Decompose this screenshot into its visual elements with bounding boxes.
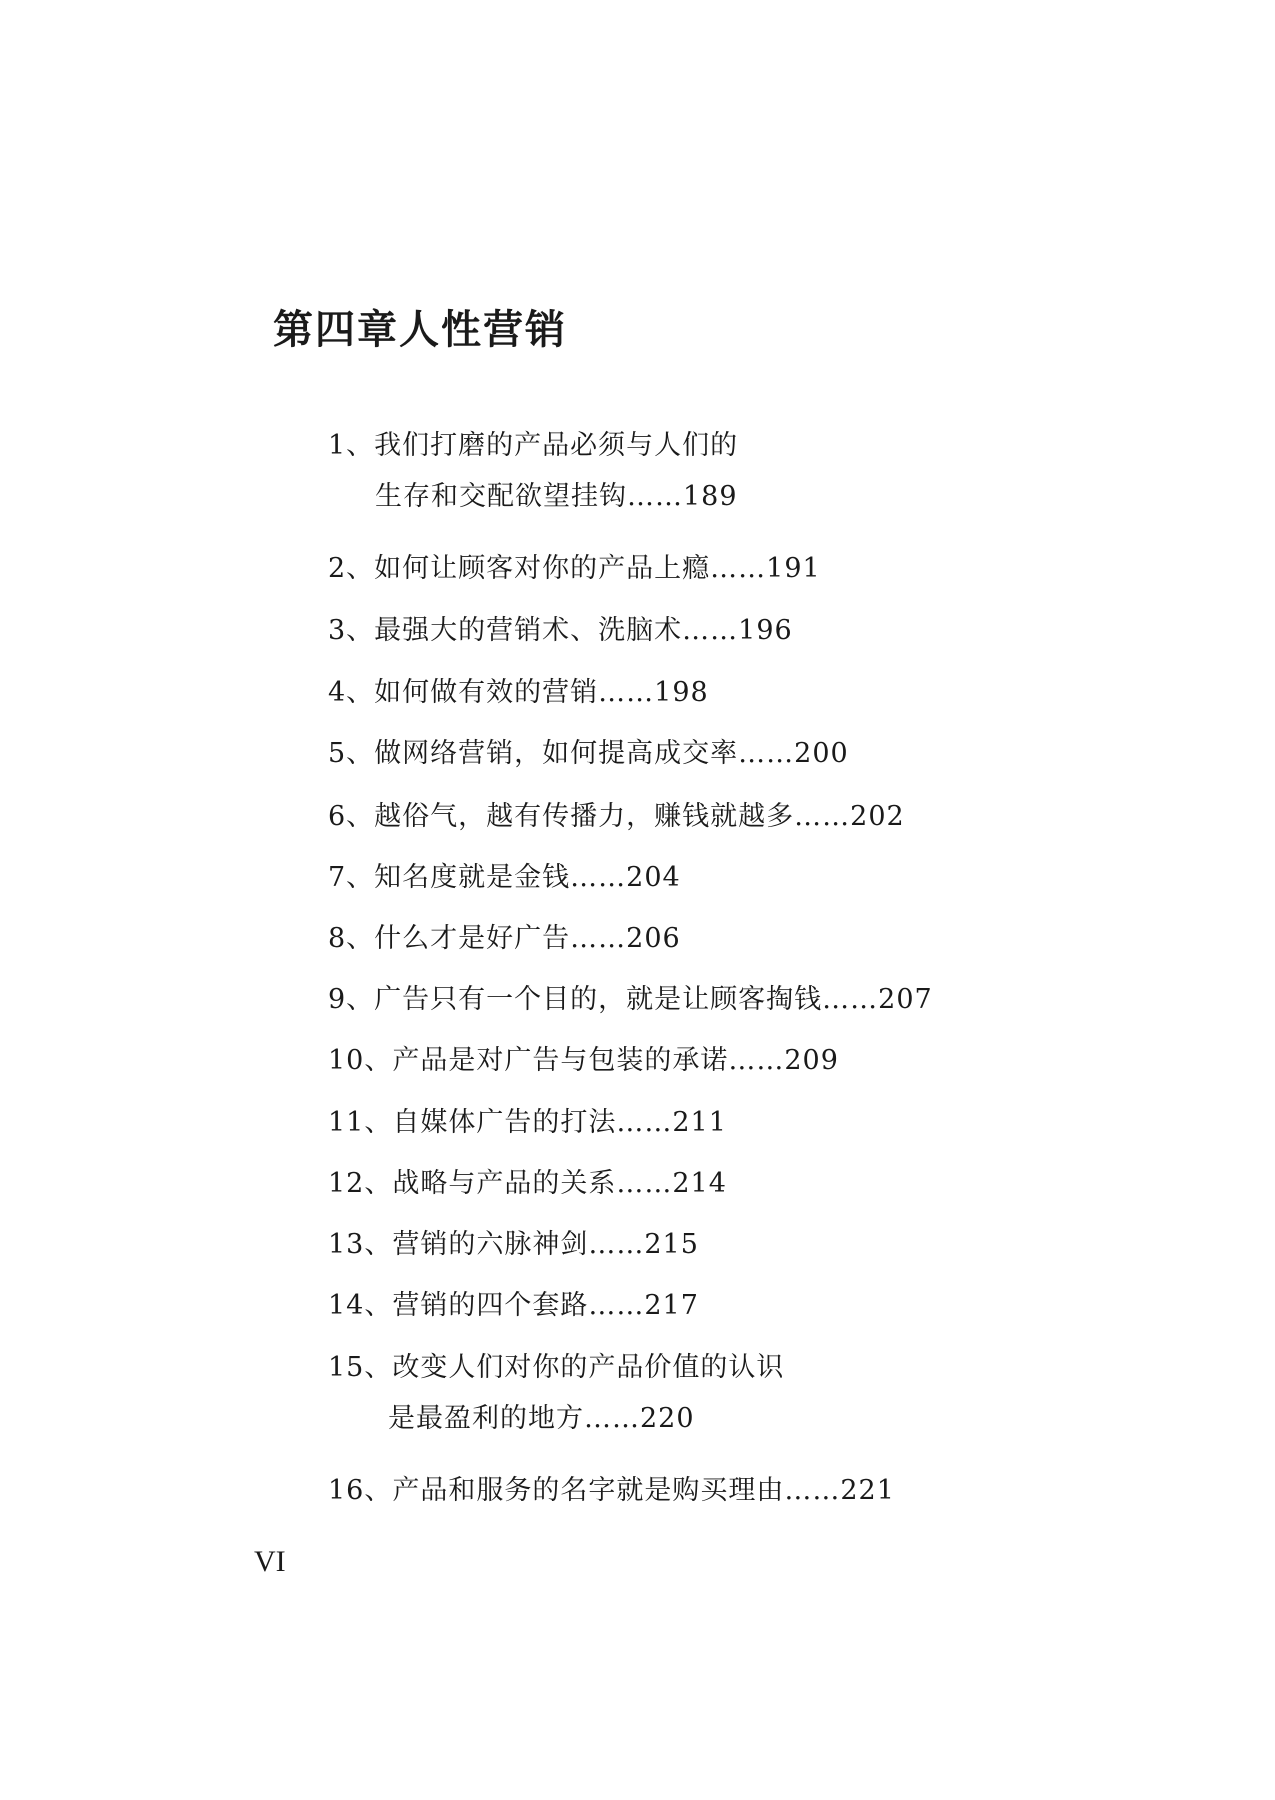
- toc-entry-title: 11、自媒体广告的打法……211: [328, 1107, 727, 1138]
- toc-entry: [328, 549, 821, 589]
- toc-entry: [328, 1471, 895, 1511]
- toc-entry-title: 16、产品和服务的名字就是购买理由……221: [328, 1475, 895, 1506]
- toc-entry: [328, 1103, 727, 1143]
- toc-entry: [328, 797, 905, 837]
- toc-entry-title: 8、什么才是好广告……206: [328, 923, 681, 954]
- toc-entry-continuation: 生存和交配欲望挂钩……189: [375, 481, 738, 512]
- toc-entry-title: 10、产品是对广告与包装的承诺……209: [328, 1045, 839, 1076]
- toc-entry-continuation: 是最盈利的地方……220: [388, 1403, 695, 1434]
- toc-entry-title: 2、如何让顾客对你的产品上瘾……191: [328, 553, 821, 584]
- toc-entry: [328, 858, 681, 898]
- toc-entry-title: 1、我们打磨的产品必须与人们的: [328, 430, 739, 461]
- toc-entry-title: 15、改变人们对你的产品价值的认识: [328, 1352, 785, 1383]
- chapter-title: 第四章人性营销: [273, 307, 567, 353]
- toc-entry-title: 14、营销的四个套路……217: [328, 1290, 699, 1321]
- toc-entry: [328, 1041, 839, 1081]
- toc-entry-title: 7、知名度就是金钱……204: [328, 862, 681, 893]
- toc-entry-title: 3、最强大的营销术、洗脑术……196: [328, 615, 793, 646]
- toc-entry: [328, 673, 709, 713]
- toc-entry: [328, 611, 793, 651]
- toc-entry-title: 13、营销的六脉神剑……215: [328, 1229, 699, 1260]
- toc-entry: [328, 1286, 699, 1326]
- toc-entry-title: 6、越俗气，越有传播力，赚钱就越多……202: [328, 801, 905, 832]
- toc-entry: [328, 1225, 699, 1265]
- toc-entry-title: 12、战略与产品的关系……214: [328, 1168, 727, 1199]
- toc-entry-title: 4、如何做有效的营销……198: [328, 677, 709, 708]
- toc-entry: [328, 1164, 727, 1204]
- toc-entry: [328, 919, 681, 959]
- toc-entry: [328, 734, 849, 774]
- toc-entry-title: 5、做网络营销，如何提高成交率……200: [328, 738, 849, 769]
- page-number: VI: [254, 1545, 286, 1578]
- toc-entry: [328, 426, 738, 517]
- toc-entry: [328, 1348, 784, 1439]
- toc-entry: [328, 980, 933, 1020]
- toc-entry-title: 9、广告只有一个目的，就是让顾客掏钱……207: [328, 984, 933, 1015]
